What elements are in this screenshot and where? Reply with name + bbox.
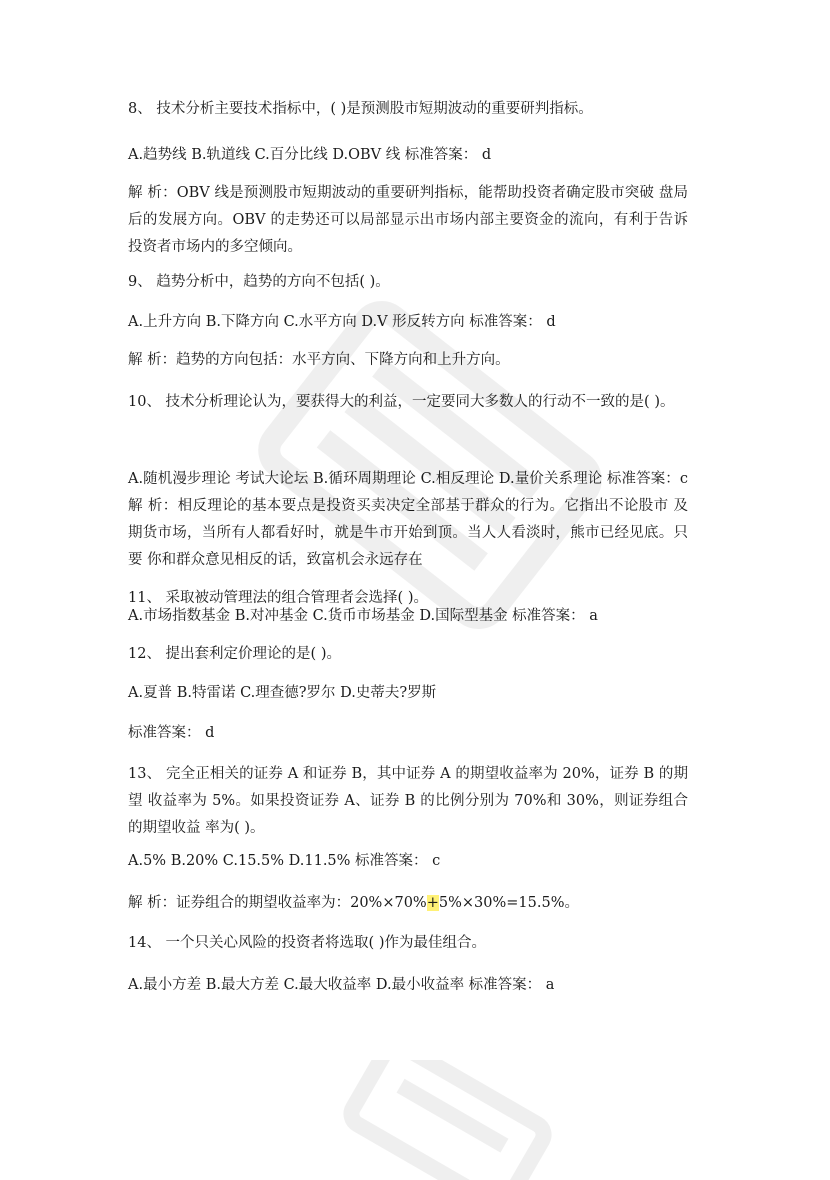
analysis-13-pre: 解 析：证券组合的期望收益率为：20%×70% xyxy=(128,895,427,911)
question-8: 8、 技术分析主要技术指标中，( )是预测股市短期波动的重要研判指标。 xyxy=(128,101,593,117)
question-10: 10、 技术分析理论认为，要获得大的利益，一定要同大多数人的行动不一致的是( )。 xyxy=(128,394,675,410)
options-13: A.5% B.20% C.15.5% D.11.5% 标准答案： c xyxy=(128,853,441,869)
question-12: 12、 提出套利定价理论的是( )。 xyxy=(128,646,341,662)
highlight-mark: + xyxy=(426,895,439,911)
analysis-9: 解 析：趋势的方向包括：水平方向、下降方向和上升方向。 xyxy=(128,352,510,368)
options-14: A.最小方差 B.最大方差 C.最大收益率 D.最小收益率 标准答案： a xyxy=(128,977,555,993)
options-8: A.趋势线 B.轨道线 C.百分比线 D.OBV 线 标准答案： d xyxy=(128,147,492,163)
options-11: A.市场指数基金 B.对冲基金 C.货币市场基金 D.国际型基金 标准答案： a xyxy=(128,608,598,624)
analysis-13-post: 5%×30%=15.5%。 xyxy=(438,895,579,911)
question-14: 14、 一个只关心风险的投资者将选取( )作为最佳组合。 xyxy=(128,935,486,951)
question-13: 13、 完全正相关的证券 A 和证券 B，其中证券 A 的期望收益率为 20%，证券 B 的期望 收益率为 5%。如果投资证券 A、证券 B 的比例分别为 70%和 30%，则证券组合的期望收益 率为( )。 xyxy=(128,766,688,836)
analysis-8: 解 析：OBV 线是预测股市短期波动的重要研判指标，能帮助投资者确定股市突破 盘局后的发展方向。OBV 的走势还可以局部显示出市场内部主要资金的流向，有利于告诉 投资者市场内的多空倾向。 xyxy=(128,185,688,255)
watermark-logo-bottom xyxy=(330,1060,570,1180)
options-10: A.随机漫步理论 考试大论坛 B.循环周期理论 C.相反理论 D.量价关系理论 标准答案：c 解 析：相反理论的基本要点是投资买卖决定全部基于群众的行为。它指出不论股市 及期货市场，当所有人都看好时，就是牛市开始到顶。当人人看淡时，熊市已经见底。只要 你和群众意见相反的话，致富机会永远存在 xyxy=(128,471,688,568)
answer-12: 标准答案： d xyxy=(128,725,215,741)
question-11: 11、 采取被动管理法的组合管理者会选择( )。 xyxy=(128,590,428,606)
options-12: A.夏普 B.特雷诺 C.理查德?罗尔 D.史蒂夫?罗斯 xyxy=(128,685,437,701)
question-9: 9、 趋势分析中，趋势的方向不包括( )。 xyxy=(128,274,390,290)
options-9: A.上升方向 B.下降方向 C.水平方向 D.V 形反转方向 标准答案： d xyxy=(128,314,556,330)
analysis-13 xyxy=(128,890,579,917)
